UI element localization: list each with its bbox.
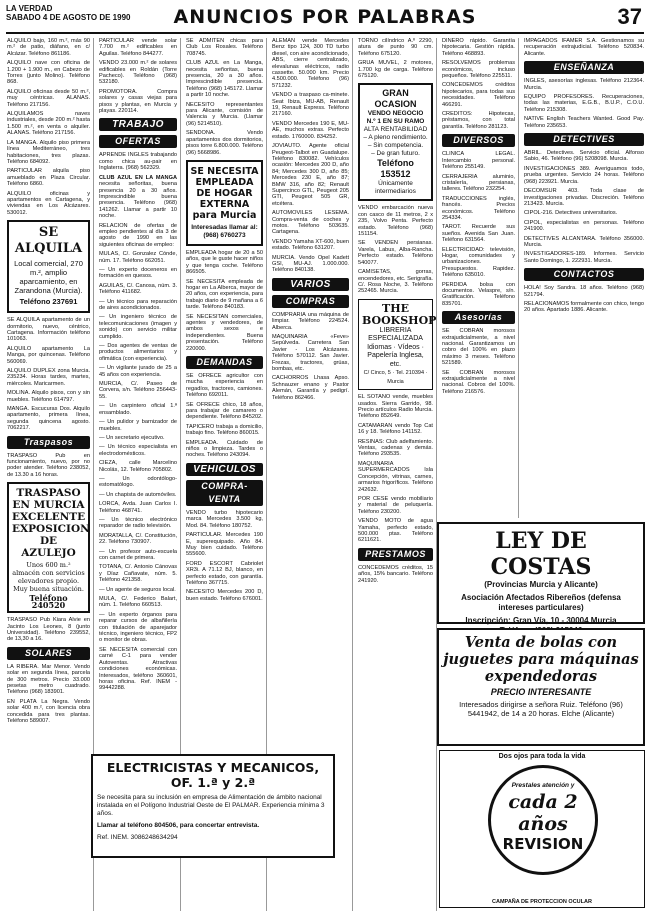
traspaso-body: Unos 600 m.² almacén con servicios elevadores propio. Muy buena situación. (12, 561, 85, 594)
column-5 (355, 38, 437, 911)
section-ofertas: OFERTAS (99, 135, 177, 148)
ad-text: necesita señoritas, buena presencia 20 a 30 años. Imprescindible buena presencia. Teléfono (968) 141262. Llamar a partir 10 noche. (99, 181, 177, 220)
ad: SE ALQUILA apartamento de un dormitorio, nuevo, céntrico, Cartagena. Información teléfono 101063. (7, 317, 90, 343)
ad: LA MANGA. Alquilo piso primera línea Mediterráneo, tres habitaciones, tres plazas. Teléfono 684092. (7, 139, 90, 165)
ad: INVESTIGADORES-189. Informes. Servicio Santo Domingo, 1. 222931. Murcia. (524, 251, 644, 264)
ad: AUTOMOVILES LESEMA. Compra-venta de coches y motos. Teléfono 503635. Cartagena. (272, 210, 349, 236)
ad: ALQUILO bajo, 160 m.², más 90 m.² de patio, diáfano, en c/ Alcázar. Teléfono 861186. (7, 38, 90, 57)
column-1 (4, 38, 94, 911)
ad: CIPOL-216. Detectives universitarios. (524, 210, 618, 217)
ad: IMPAGADOS IFAMER S.A. Gestionamos su recuperación extrajudicial. Teléfono 520834. Alicante. (524, 38, 644, 57)
ad: LORCA, Avda. Juan Carlos I. Teléfono 468741. (99, 501, 177, 514)
ad: — Un odontólogo-estomatólogo. (99, 475, 177, 489)
section-traspasos: Traspasos (7, 436, 90, 449)
ad: MULAS, C/. Gonzalez Cónde, núm. 17. Teléfono 662051. (99, 251, 177, 264)
ad: GRUA MUVEL, 2 motores, 1.700 kg de carga. Teléfono 675120. (358, 60, 433, 80)
ley-costas-ad (437, 522, 645, 624)
ad: CIEZA, calle Marcelino Nicolás, 12. Teléfono 705802. (99, 460, 177, 473)
ad: ALQUILO oficinas y apartamentos en Cartagena, y viviendas en Los Alcázares. 530012. (7, 190, 90, 216)
electricistas-ad (91, 754, 335, 858)
ad: EMPLEADA. Cuidado de niños o limpieza. Tardes o noches. Teléfono 243094. (186, 439, 263, 459)
bolas-ad (437, 628, 645, 746)
ad: CIPOL, especialistas en personas. Teléfono 241900. (524, 219, 644, 233)
section-contactos: CONTACTOS (524, 268, 644, 281)
ad: VENDO Mercedes 190 E, MU-AE, muchos extras. Perfecto estado. 1760000. 834252. (272, 120, 349, 140)
empleada-hogar-box (186, 160, 263, 246)
ad: DINERO rápido. Garantía hipotecaria. Gestión rápida. Teléfono 468893. (442, 38, 515, 57)
ad: MOLINA. Alquilo pisos, con y sin muebles. Teléfono 614797. (7, 390, 90, 403)
revision-top: Dos ojos para toda la vida (498, 753, 586, 760)
ad: — Un profesor auto-escuela con carnet de primera. (99, 548, 177, 561)
ad: INVESTIGACIONES 389. Averiguamos todo, prueba urgentes. Servicio 24 horas. Teléfono (968) 223921. Murcia. (524, 165, 644, 185)
ad: SE NECESITA comercial con carné C-1 para vender Autoventas. Atractivas condiciones económicas. Interesados, teléfono 360601, horas oficina. Ref. INEM - 99442288. (99, 646, 177, 692)
ad: VENDO a traspaso ca-minete. Seat Ibiza, MU-AB, Renault 19, Renault Express. Teléfono 217160. (272, 92, 349, 118)
ad: — Dos agentes de ventas de productos alimentarios y ofimática (con experiencia). (99, 343, 177, 362)
ad: ALQUILO DUPLEX zona Murcia. 235234. Horas tardes, martes, miércoles. Maricarmen. (7, 368, 90, 387)
ad: POR CESE vendo mobiliario y material de peluquería. Teléfono 230200. (358, 495, 433, 515)
ad: CAMISETAS, gorras, encendedores, etc. Serigrafía. C/. Rosa Noche, 3. Teléfono 252465. Murcia. (358, 269, 433, 295)
section-vehiculos: VEHICULOS (186, 463, 263, 476)
ad: CONCEDEMOS créditos hipotecarios, para todas sus necesidades. Teléfono 466291. (442, 82, 515, 108)
ad: ALQUILAMOS naves industriales, desde 200 m.² hasta 1.500 m.², en venta o alquiler. ALANAS. Teléfono 217156. (7, 111, 90, 137)
ad: CATAMARAN vendo Top Cat 16 y 18. Teléfono 141152. (358, 422, 433, 436)
ocasion-line: – A pleno rendimiento. (363, 134, 428, 142)
ad: — Un técnico para reparación de aires acondicionados. (99, 298, 177, 311)
ad: — Un experto órganos para reparar cursos de albañilería con titulación de aparejador técnico, ingeniero técnico, FP2 o monitor de obras. (99, 611, 177, 644)
section-varios: VARIOS (272, 278, 349, 291)
ad: SE COBRAN morosos extrajudicialmente a nivel nacional. Cobros del 100%. Teléfono 216576. (442, 369, 515, 395)
ad: MURCIA. Vendo Opel Kadett GSI, MU-AJ. 1.000.000. Teléfono 840138. (272, 254, 349, 274)
ad: TORNO cilíndrico A.º 2290, atura de punto 90 cm. Teléfono 675120. (358, 38, 433, 57)
ad: SE ADMITEN chicas para Club Los Rosales. Teléfono 708745. (186, 38, 263, 57)
ocasion-line: – Sin competencia. (367, 142, 424, 150)
ad: LA RIBERA. Mar Menor. Vendo solar en segunda línea, parcela de 300 metros. Precio 33.000 pesetas metro cuadrado. Teléfono (968) 183901. (7, 663, 90, 696)
ad: JOVIAUTO. Agente oficial Peugeot-Talbot en Guadalupe. Teléfono 830082. Vehículos ocasión: Mercedes 200 D, año 84; Mercedes 300 D, año 85; Mercedes 230 E, año 87; BMW 316, año 82; Renault Supercinco GTL, Peugeot 205 GTI, Peugeot 505 GR, etcétera. (272, 143, 349, 207)
ad: PERDIDA bolsa con documentos. Velaspre, s/n. Gratificación. Teléfono 835701. (442, 281, 515, 307)
revision-line-b: cada 2 años (508, 791, 578, 835)
alquila-title: SE ALQUILA (14, 225, 83, 257)
ad: CONCEDEMOS créditos, 15 años, 15% bancario. Teléfono 241920. (358, 564, 433, 584)
ad: ALQUILO apartamento La Manga, por quincenas. Teléfono 560069. (7, 345, 90, 365)
column-6 (439, 38, 519, 518)
section-detectives: DETECTIVES (524, 133, 644, 146)
ad: RESINAS: Club adelfamiento. Ventas, cadenas y demás. Teléfono 293535. (358, 438, 433, 458)
ad: CREDITOS: Hipotecas, préstamos, con total garantía. Teléfono 281123. (442, 111, 515, 130)
column-7 (521, 38, 647, 518)
costas-sub2: Asociación Afectados Ribereños (defensa intereses particulares) (461, 593, 621, 612)
section-compra-venta: COMPRA-VENTA (186, 480, 263, 506)
ad: ELECTRICIDAD: televisión, Hogar, comunidades y urbanizaciones. Presupuestos. Rapidez. Teléfono 635010. (442, 246, 515, 279)
ad: CACHORROS Lhasa Apso. Schnauzer enano y Pastor Alemán, Garantía y pedigrí. Teléfono 862466. (272, 375, 349, 401)
ad: MAQUINARIA «Feve» Sepúlveda. Carretera San Javier - Los Alcázares. Teléfono 570112. San Javier. Frezas, tractores, grúas, bombas, etc. (272, 334, 349, 373)
ad: — Un pulidor y barnizador de muebles. (99, 419, 177, 432)
section-asesorias: Asesorías (442, 311, 515, 324)
bolas-price: PRECIO INTERESANTE (490, 687, 592, 697)
revision-campaign-ad (439, 750, 645, 908)
ad: AGUILAS, C/. Canosa, núm. 3. Teléfono 411682. (99, 282, 177, 296)
ad: — Un ingeniero técnico de telecomunicaciones (imagen y sonido) con servicio militar cumplido. (99, 314, 177, 340)
revision-circle (488, 765, 598, 875)
ad: EN PLATA La Negra. Vendo solar 400 m.², con licencia obra concedida para tres plantas. Teléfono 589007. (7, 698, 90, 724)
bookshop-box (358, 299, 437, 391)
ad: EMPLEADA hogar de 20 a 50 años, que le guste hacer niños y que tenga coche. Teléfono 866505. (186, 249, 263, 276)
electricistas-title: ELECTRICISTAS Y MECANICOS, OF. 1.ª y 2.ª (106, 760, 320, 790)
section-compras: COMPRAS (272, 295, 349, 308)
ad: SE OFRECE agricultor con mucha experiencia en regadíos, tractores, camiones. Teléfono 692011. (186, 373, 263, 399)
ad: TAPICERO trabaja a domicilio, trabajo fino. Teléfono 860015. (186, 423, 263, 437)
ad: SE VENDEN persianas. Varela, Labus, Alba-Rancha. Perfecto estado. Teléfono 540077. (358, 240, 433, 266)
ad: MAQUINARIA SUPERMERCADOS Isla Concepción, vitrinas, carnes, armarios frigoríficos. Teléfono 242632. (358, 460, 433, 493)
section-demandas: DEMANDAS (186, 356, 263, 369)
ad: EQUIPO PROFESORES. Recuperaciones, todas las materias, E.G.B., B.U.P., C.O.U. Teléfono 215308. (524, 94, 644, 113)
paper-name: LA VERDAD (6, 4, 53, 13)
traspaso-tel: Teléfono 240520 (29, 593, 68, 610)
alquila-tel: Teléfono 237691 (19, 297, 78, 307)
revision-line-a: Prestales atención y (511, 782, 575, 789)
ocasion-line: – De gran futuro. (371, 150, 420, 158)
ad: RELACION de ofertas de empleo pendientes al día 3 de agosto de 1990 en las siguientes oficinas de empleo: (99, 222, 177, 248)
ad: VENDO Yamaha XT-600, buen estado. Teléfono 631207. (272, 238, 349, 252)
traspaso-box (7, 482, 90, 613)
ad: VENDO turbo hipotecario marca Mercedes 3.500 kg, Mod. 84. Teléfono 180752. (186, 509, 263, 529)
ad: NECESITO representantes para Alicante, comisión de Valencia y Murcia. (Llamar (96) 5214510). (186, 101, 263, 127)
page-header (6, 2, 644, 34)
ad: — Un técnico especialista en electrodomésticos. (99, 444, 177, 457)
revision-footer: CAMPAÑA DE PROTECCION OCULAR (492, 899, 592, 905)
electricistas-contact: Llamar al teléfono 804506, para concertar entrevista. (97, 822, 260, 829)
ad: TRASPASO Pub Kiara Alvie en Jacinto Los Leones, 8 (junto Universidad). Teléfono 239552, de 13,30 a 16. (7, 617, 90, 643)
ad: TRASPASO Pub en funcionamiento, nuevo, por no poder atender. Teléfono 238052, de 13.30 a 16 horas. (7, 452, 90, 478)
bolas-title: Venta de bolas con juguetes para máquinas expendedoras (443, 634, 639, 685)
bookshop-address: C/ Cinco, 5 · Tel. 210394 · Murcia (363, 370, 428, 385)
page-title: ANUNCIOS POR PALABRAS (173, 6, 477, 28)
section-trabajo: TRABAJO (99, 118, 177, 131)
ad: VENDO 23.000 m.² de solares edificables en Roldán (Torre Pacheco). Teléfono (968) 532180. (99, 60, 177, 86)
ad: CLUB AZUL en La Manga, necesita señoritas, buena presencia, 20 a 30 años. Imprescindible presencia. Teléfono (968) 145172. Llamar a partir 10 noche. (186, 60, 263, 99)
revision-line-c: REVISION (502, 835, 584, 853)
alquila-body: Local comercial, 270 m.², amplio aparcamiento, en Zarandona (Murcia). (14, 259, 83, 296)
ad: NATIVE English Teachers Wanted. Good Pay. Teléfono 235653. (524, 116, 644, 129)
section-prestamos: PRESTAMOS (358, 548, 433, 561)
costas-sub: (Provincias Murcia y Alicante) (484, 580, 598, 589)
ad: MORATALLA, C/. Constitución, 22. Teléfono 730907. (99, 532, 177, 546)
ad (99, 175, 177, 220)
ad: MULA, C/. Federico Balart, núm. 1. Teléfono 660513. (99, 596, 177, 609)
alquila-box (7, 220, 90, 313)
ad: PROMOTORA. Compra solares y casas viejas para pisos y plantas, en Murcia y playas. 220114. (99, 88, 177, 115)
ad: ABRIL. Detectives. Servicio oficial. Alfonso Sabio, 46. Teléfono (96) 5208098. Murcia. (524, 150, 644, 163)
ad: — Un experto doceneros en formación en quesos. (99, 266, 177, 280)
ad: SE COBRAN morosos extrajudicialmente, a nivel nacional. Garantizamos un cobro del 100% en plazo máximo 3 meses. Teléfono 521589. (442, 328, 515, 367)
ad: — Un chapista de automóviles. (99, 491, 177, 498)
electricistas-ref: Ref. INEM. 3086248634294 (97, 834, 178, 841)
traspaso-title: TRASPASO EN MURCIA EXCELENTE EXPOSICION DE AZULEJO (12, 487, 90, 560)
ad: CERRAJERIA aluminio, cristalería, persianas, talleres. Teléfono 232254. (442, 173, 515, 193)
gran-ocasion-box (358, 83, 433, 201)
ad: — Un técnico electrónico reparador de radio televisión. (99, 516, 177, 530)
ad: PARTICULAR. Mercedes 190 E, superequipado. Año 84. Muy bien cuidado. Teléfono 555600. (186, 532, 263, 558)
page-number: 37 (617, 4, 642, 29)
ad: ALEMAN vende Mercedes Benz tipo 124, 300 TD turbo diesel, con aire acondicionado, ABS, cierre centralizado, elevalunas eléctricos, radio cassette. 50.000 km. Precio 4.500.000. Teléfono (96) 571232. (272, 38, 349, 89)
ad: — Un secretario ejecutivo. (99, 434, 165, 441)
costas-title: LEY DE COSTAS (490, 528, 592, 580)
ad: NECESITO Mercedes 200 D, buen estado. Teléfono 676001. (186, 589, 263, 602)
ad: SENDONA. Vendo apartamentos dos dormitorios, pisos torre 6.800.000. Teléfono (96) 5668986. (186, 130, 263, 156)
empleada-title: SE NECESITA EMPLEADA DE HOGAR EXTERNA para Murcia (190, 165, 259, 221)
ad: SE OFRECE chico, 18 años, para trabajar de camarero o dependiente. Teléfono 845202. (186, 401, 263, 421)
ad: DETECTIVES ALCANTARA. Teléfono 356000. Murcia. (524, 235, 644, 248)
bolas-body: Interesados dirigirse a señora Ruiz. Teléfono (96) 5441942, de 14 a 20 horas. Elche (Alicante) (459, 700, 623, 718)
ad: MURCIA, C/. Paseo de Corvera, s/n. Teléfono 256443-55. (99, 381, 177, 400)
ad: TAROT. Recuerde sus sueños. Avenida San Juan. Teléfono 631564. (442, 224, 515, 244)
ad: DECOMSUR 403. Toda clase de investigaciones privadas. Discreción. Teléfono 213423. Murcia. (524, 188, 644, 207)
ad-lead: CLUB AZUL EN LA MANGA (99, 174, 177, 181)
ad: — Un agente de seguros local. (99, 586, 176, 593)
costas-address: Inscripción: Gran Vía, 10 - 30004 Murcia (465, 616, 617, 625)
bookshop-body: LIBRERIA ESPECIALIZADA Idiomas · Vídeos · Papelería Inglesa, etc. (367, 326, 424, 368)
section-ensenanza: ENSEÑANZA (524, 61, 644, 74)
ocasion-sub: VENDO NEGOCIO N.º 1 EN SU RAMO (366, 110, 425, 126)
ocasion-title: GRAN OCASION (374, 88, 417, 110)
ad: RESOLVEMOS problemas económicos, incluso pequeños. Teléfono 225511. (442, 60, 515, 80)
section-diversos: DIVERSOS (442, 134, 515, 147)
ocasion-line: ALTA RENTABILIDAD (363, 126, 428, 134)
ad: ALQUILO oficinas desde 50 m.², muy céntricas. ALANAS. Teléfono 217156. (7, 88, 90, 108)
ad: VENDO embarcación nueva con casco de 11 metros, 2 x 235, Volvo Penta. Perfecto estado. Teléfono (968) 151154. (358, 205, 433, 238)
ad: APRENDE INGLES trabajando como chica au-pair en Inglaterra. (968) 562329. (99, 152, 177, 172)
ad: TRADUCCIONES inglés, francés. Precios económicos. Teléfono 254334. (442, 195, 515, 221)
paper-date: SABADO 4 DE AGOSTO DE 1990 (6, 13, 131, 22)
ad: EL SOTANO vende, muebles usados. Sierra Garrido, 98. Precio artículos Radio Murcia. Teléfono 852649. (358, 394, 433, 420)
ad: FORD ESCORT Cabriolet XR3i. A 71.12 BJ, blanco, en perfecto estado, con garantía. Teléfono 367715. (186, 560, 263, 586)
section-solares: SOLARES (7, 647, 90, 660)
ocasion-note: Únicamente intermediarios (375, 180, 416, 196)
ad: MANGA. Escucuras Dos. Alquilo apartamento, primera línea, segunda quincena agosto. 7062217. (7, 406, 90, 432)
ad: — Un carpintero oficial 1.ª ensamblado. (99, 403, 177, 416)
electricistas-body: Se necesita para su inclusión en empresa de Alimentación de ámbito nacional instalada en el Polígono Industrial Oeste de El PALMAR. Experiencia mínima 3 años. (97, 794, 325, 817)
ad: PARTICULAR alquila piso amueblado en Plaza Circular. Teléfono 6860. (7, 168, 90, 188)
ad: SE NECESITAN comerciales, agentes y vendedores, de ambos sexos e independientes. Buena presentación. Teléfono 220000. (186, 313, 263, 352)
bookshop-title: THE BOOKSHOP (362, 301, 437, 327)
ad: ALQUILO nave con oficina de 1.200 + 1.900 m., en Cabezo de Torres (junto Molino). Teléfono 868. (7, 60, 90, 86)
ad: RELACIONAMOS formalmente con chico, tengo 20 años. Apartado 1886. Alicante. (524, 300, 645, 314)
ad: — Un vigilante jurado de 25 a 45 años con experiencia. (99, 365, 177, 378)
ad: HOLA! Soy Sandra. 18 años. Teléfono (968) 521794. (524, 285, 644, 298)
ad: INGLES, asesorías inglesas. Teléfono 212364. Murcia. (524, 78, 644, 91)
ad: CLINICA LEGAL. Intercambio personal. Teléfono 255149. (442, 151, 515, 171)
ocasion-tel: Teléfono 153512 (377, 158, 414, 180)
ad: VENDO MOTO de agua Yamaha, perfecto estado, 500.000 ptas. Teléfono 6211621. (358, 518, 433, 544)
empleada-body: Interesadas llamar al: (968) 6760273 (191, 223, 258, 239)
ad: PARTICULAR vende solar 7.700 m.² edificables en Aguilas. Teléfono 844277. (99, 38, 177, 57)
ad: SE NECESITA empleada de hogar en La Alberca, mayor de 20 años, con experiencia, para trabajo diario de 9 mañana a 6 tarde. Teléfono 840183. (186, 278, 263, 311)
ad: COMPRARIA una máquina de limpiar. Teléfono 224524. Alberca. (272, 311, 349, 331)
ad: TOTANA, C/. Antonio Cánovas y Díaz Cañavate, núm. 5. Teléfono 421358. (99, 564, 177, 584)
